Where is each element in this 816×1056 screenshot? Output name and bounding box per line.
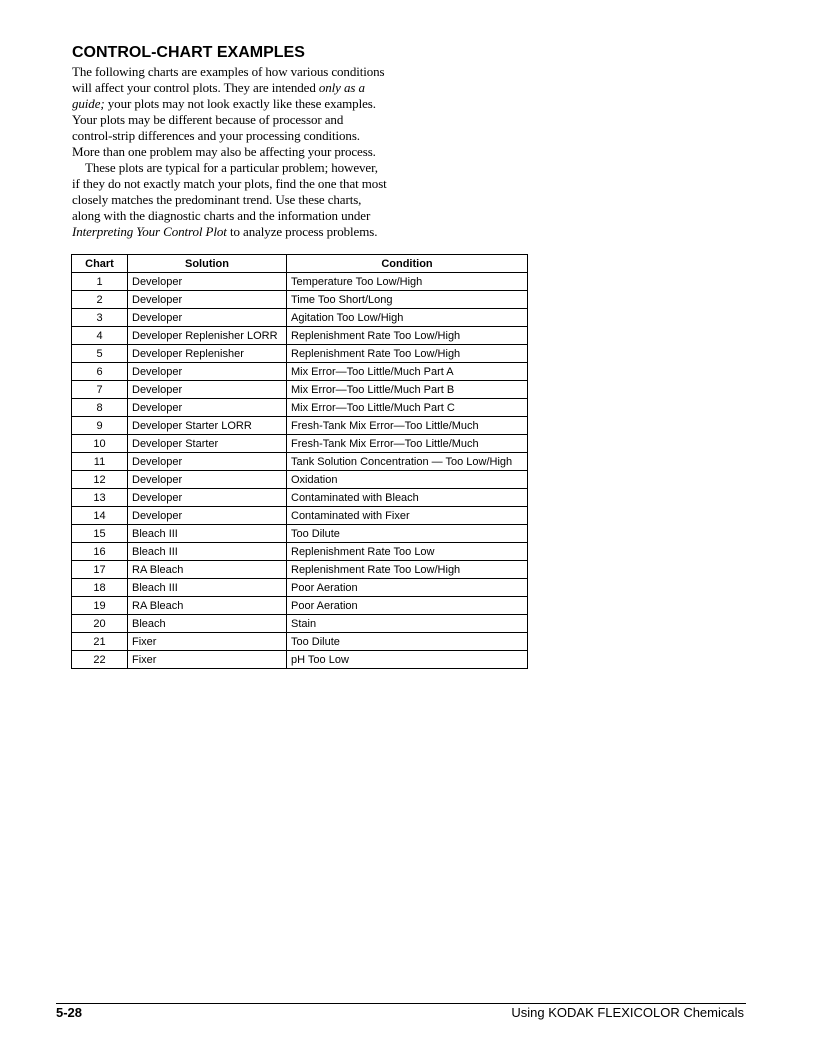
table-row xyxy=(72,615,528,633)
table-row xyxy=(72,309,528,327)
cell-condition: Time Too Short/Long xyxy=(287,291,528,309)
cell-solution: Developer xyxy=(128,363,287,381)
table-row xyxy=(72,345,528,363)
cell-solution: Developer xyxy=(128,273,287,291)
intro-line xyxy=(72,80,392,96)
table-row xyxy=(72,435,528,453)
cell-condition: Replenishment Rate Too Low/High xyxy=(287,561,528,579)
cell-solution: Developer xyxy=(128,507,287,525)
cell-condition: Fresh-Tank Mix Error—Too Little/Much xyxy=(287,435,528,453)
intro-line xyxy=(72,96,392,112)
cell-condition: Contaminated with Bleach xyxy=(287,489,528,507)
cell-solution: Developer Replenisher xyxy=(128,345,287,363)
intro-emphasis: Interpreting Your Control Plot xyxy=(72,224,227,239)
cell-chart: 17 xyxy=(72,561,128,579)
cell-solution: Bleach III xyxy=(128,525,287,543)
cell-chart: 9 xyxy=(72,417,128,435)
cell-condition: Mix Error—Too Little/Much Part A xyxy=(287,363,528,381)
cell-chart: 11 xyxy=(72,453,128,471)
intro-line xyxy=(72,224,392,240)
cell-solution: Developer xyxy=(128,489,287,507)
cell-solution: Developer Starter LORR xyxy=(128,417,287,435)
cell-solution: Bleach xyxy=(128,615,287,633)
cell-condition: Poor Aeration xyxy=(287,579,528,597)
intro-line: control-strip differences and your processing conditions. xyxy=(72,128,360,143)
table-row xyxy=(72,291,528,309)
table-row xyxy=(72,417,528,435)
cell-solution: Developer xyxy=(128,291,287,309)
cell-solution: Developer xyxy=(128,381,287,399)
cell-condition: Poor Aeration xyxy=(287,597,528,615)
cell-condition: Replenishment Rate Too Low xyxy=(287,543,528,561)
control-chart-table xyxy=(71,254,528,669)
intro-line: The following charts are examples of how various conditions xyxy=(72,64,385,79)
table-row xyxy=(72,399,528,417)
cell-chart: 19 xyxy=(72,597,128,615)
cell-solution: Developer xyxy=(128,471,287,489)
cell-chart: 4 xyxy=(72,327,128,345)
table-row xyxy=(72,327,528,345)
cell-solution: Fixer xyxy=(128,651,287,669)
cell-condition: Mix Error—Too Little/Much Part C xyxy=(287,399,528,417)
cell-solution: Bleach III xyxy=(128,579,287,597)
column-header-condition: Condition xyxy=(287,255,528,273)
cell-solution: Developer xyxy=(128,399,287,417)
intro-emphasis: guide; xyxy=(72,96,105,111)
table-row xyxy=(72,453,528,471)
cell-solution: Developer Starter xyxy=(128,435,287,453)
page-number: 5-28 xyxy=(56,1005,83,1020)
table-row xyxy=(72,381,528,399)
column-header-solution: Solution xyxy=(128,255,287,273)
cell-chart: 6 xyxy=(72,363,128,381)
cell-condition: Contaminated with Fixer xyxy=(287,507,528,525)
table-header-row xyxy=(72,255,528,273)
intro-line: More than one problem may also be affecting your process. xyxy=(72,144,376,159)
intro-text xyxy=(72,64,392,240)
cell-condition: Tank Solution Concentration — Too Low/High xyxy=(287,453,528,471)
cell-condition: Too Dilute xyxy=(287,633,528,651)
cell-chart: 13 xyxy=(72,489,128,507)
cell-condition: Mix Error—Too Little/Much Part B xyxy=(287,381,528,399)
intro-text-run: to analyze process problems. xyxy=(226,224,378,239)
cell-chart: 18 xyxy=(72,579,128,597)
cell-chart: 3 xyxy=(72,309,128,327)
table-row xyxy=(72,543,528,561)
cell-solution: Fixer xyxy=(128,633,287,651)
cell-condition: Temperature Too Low/High xyxy=(287,273,528,291)
intro-line: These plots are typical for a particular problem; however, xyxy=(85,160,378,175)
cell-chart: 10 xyxy=(72,435,128,453)
footer-title: Using KODAK FLEXICOLOR Chemicals xyxy=(511,1005,744,1020)
table-row xyxy=(72,525,528,543)
cell-solution: RA Bleach xyxy=(128,597,287,615)
cell-solution: Developer Replenisher LORR xyxy=(128,327,287,345)
table-row xyxy=(72,489,528,507)
cell-chart: 15 xyxy=(72,525,128,543)
cell-chart: 8 xyxy=(72,399,128,417)
cell-solution: Developer xyxy=(128,453,287,471)
table-row xyxy=(72,651,528,669)
cell-chart: 1 xyxy=(72,273,128,291)
cell-chart: 5 xyxy=(72,345,128,363)
cell-chart: 20 xyxy=(72,615,128,633)
cell-chart: 7 xyxy=(72,381,128,399)
cell-solution: Developer xyxy=(128,309,287,327)
cell-condition: Fresh-Tank Mix Error—Too Little/Much xyxy=(287,417,528,435)
table-row xyxy=(72,561,528,579)
table-row xyxy=(72,633,528,651)
intro-line: Your plots may be different because of processor and xyxy=(72,112,344,127)
table-row xyxy=(72,597,528,615)
intro-text-run: your plots may not look exactly like these examples. xyxy=(104,96,376,111)
cell-condition: pH Too Low xyxy=(287,651,528,669)
cell-solution: Bleach III xyxy=(128,543,287,561)
intro-emphasis: only as a xyxy=(318,80,365,95)
intro-line: closely matches the predominant trend. Use these charts, xyxy=(72,192,362,207)
table-row xyxy=(72,579,528,597)
intro-line: along with the diagnostic charts and the information under xyxy=(72,208,371,223)
cell-solution: RA Bleach xyxy=(128,561,287,579)
cell-condition: Too Dilute xyxy=(287,525,528,543)
column-header-chart: Chart xyxy=(72,255,128,273)
table-body xyxy=(72,273,528,669)
table-row xyxy=(72,363,528,381)
cell-condition: Agitation Too Low/High xyxy=(287,309,528,327)
table-row xyxy=(72,273,528,291)
cell-chart: 2 xyxy=(72,291,128,309)
footer-divider xyxy=(56,1003,746,1004)
cell-chart: 12 xyxy=(72,471,128,489)
cell-condition: Stain xyxy=(287,615,528,633)
cell-chart: 14 xyxy=(72,507,128,525)
cell-chart: 22 xyxy=(72,651,128,669)
table-row xyxy=(72,507,528,525)
cell-condition: Replenishment Rate Too Low/High xyxy=(287,345,528,363)
page-title: CONTROL-CHART EXAMPLES xyxy=(72,44,305,61)
intro-line: if they do not exactly match your plots, find the one that most xyxy=(72,176,387,191)
cell-condition: Oxidation xyxy=(287,471,528,489)
table-row xyxy=(72,471,528,489)
intro-text-run: will affect your control plots. They are intended xyxy=(72,80,319,95)
cell-chart: 21 xyxy=(72,633,128,651)
cell-condition: Replenishment Rate Too Low/High xyxy=(287,327,528,345)
cell-chart: 16 xyxy=(72,543,128,561)
